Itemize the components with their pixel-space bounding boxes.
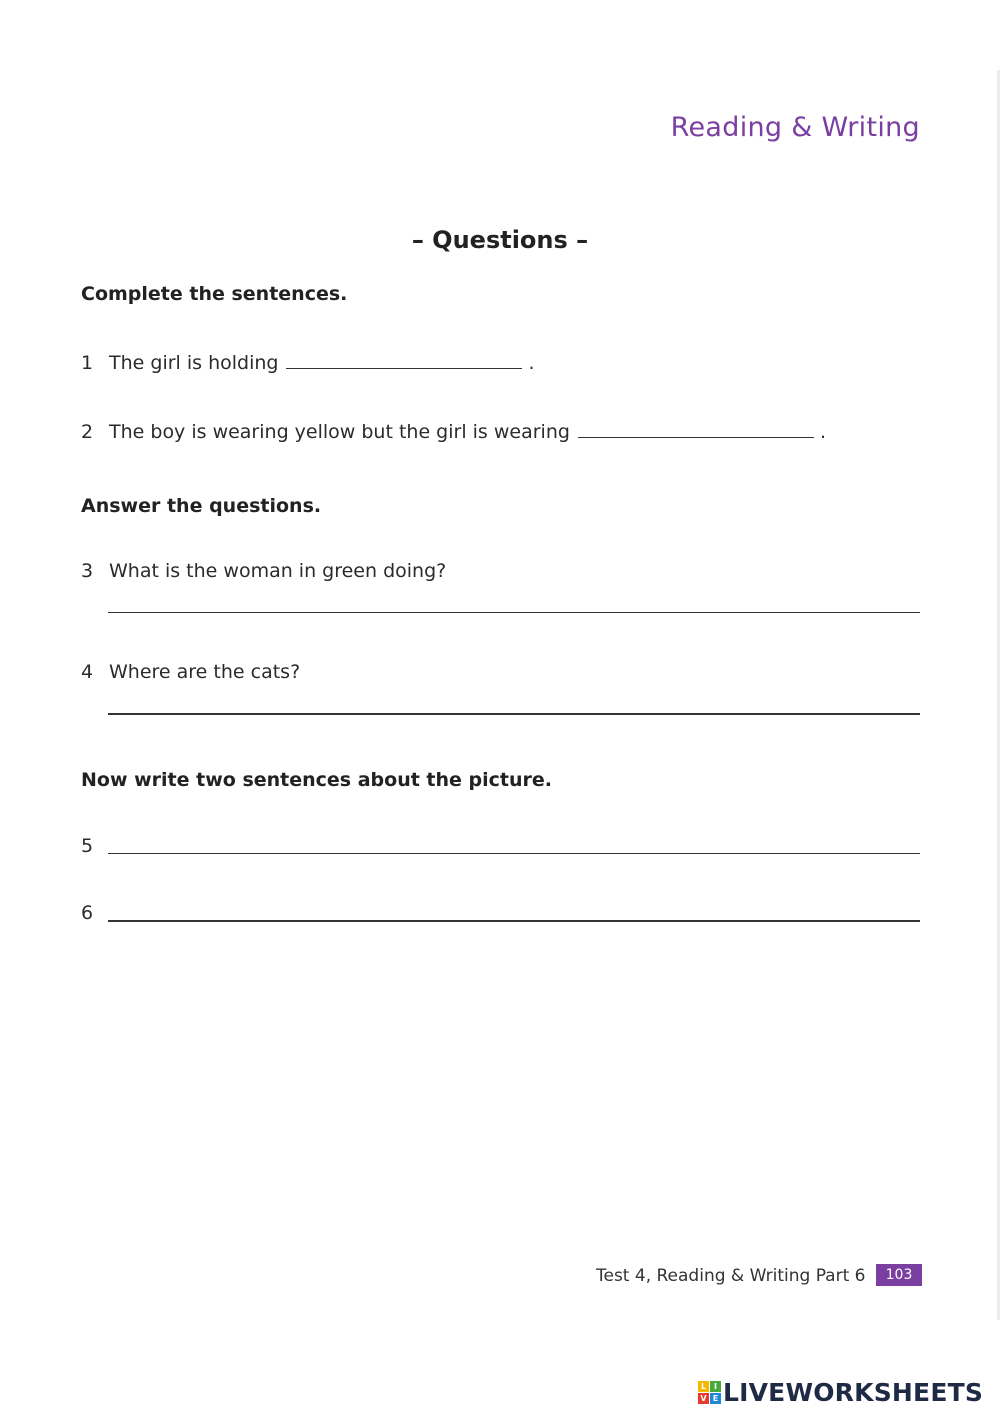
- question-number: 3: [81, 560, 94, 582]
- logo-letter: I: [710, 1381, 721, 1392]
- answer-line-5[interactable]: [108, 853, 920, 854]
- question-text: Where are the cats?: [109, 661, 301, 683]
- question-3: [81, 560, 446, 582]
- question-number: 1: [81, 352, 94, 374]
- question-text: The girl is holding: [109, 352, 279, 374]
- logo-icon: [698, 1381, 721, 1404]
- question-number: 2: [81, 421, 94, 443]
- header-title: Reading & Writing: [670, 112, 920, 143]
- liveworksheets-logo: [698, 1378, 983, 1407]
- footer-text: Test 4, Reading & Writing Part 6: [596, 1266, 866, 1286]
- logo-letter: L: [698, 1381, 709, 1392]
- question-4: [81, 661, 300, 683]
- question-1: [81, 352, 535, 374]
- logo-text: LIVEWORKSHEETS: [723, 1378, 984, 1407]
- instruction-write: Now write two sentences about the picture.: [81, 769, 553, 791]
- question-2: [81, 421, 826, 443]
- answer-line-4[interactable]: [108, 713, 920, 715]
- question-number: 4: [81, 661, 94, 683]
- question-text: What is the woman in green doing?: [109, 560, 447, 582]
- question-text: The boy is wearing yellow but the girl is wearing: [109, 421, 570, 443]
- answer-blank-2[interactable]: [578, 436, 814, 438]
- answer-blank-1[interactable]: [286, 367, 522, 369]
- answer-line-3[interactable]: [108, 612, 920, 613]
- section-title: – Questions –: [411, 226, 589, 254]
- sentence-end: .: [528, 352, 535, 374]
- page-number-badge: 103: [876, 1264, 922, 1286]
- question-number-6: 6: [81, 902, 94, 924]
- logo-letter: V: [698, 1393, 709, 1404]
- question-number-5: 5: [81, 835, 94, 857]
- logo-letter: E: [710, 1393, 721, 1404]
- sentence-end: .: [819, 421, 826, 443]
- instruction-complete: Complete the sentences.: [81, 283, 348, 305]
- answer-line-6[interactable]: [108, 920, 920, 922]
- instruction-answer: Answer the questions.: [81, 495, 322, 517]
